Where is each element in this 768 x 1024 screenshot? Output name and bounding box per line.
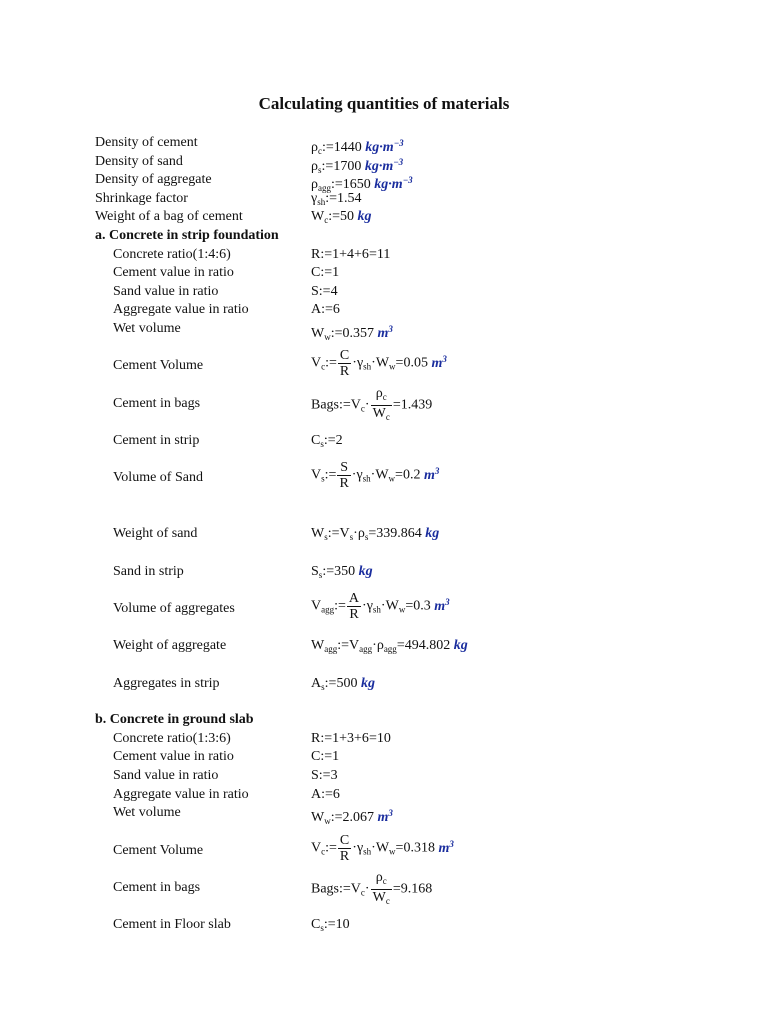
section-b-heading: b. Concrete in ground slab — [95, 712, 254, 727]
eq-a-sand-weight: $W_s:=V_s\cdot\rho_s=339.864$ kg — [311, 526, 440, 542]
row-b-agg-value — [0, 786, 768, 806]
row-a-ratio — [0, 246, 768, 266]
row-bag-weight — [0, 208, 768, 228]
row-shrinkage — [0, 190, 768, 210]
eq-b-cement-floor: $C_s:=10$ — [311, 917, 350, 933]
section-a-heading-row — [0, 227, 768, 247]
label-b-ratio: Concrete ratio(1:3:6) — [113, 731, 231, 746]
row-a-agg-weight — [0, 637, 768, 657]
label-b-cement-volume: Cement Volume — [113, 843, 204, 858]
row-a-sand-volume — [0, 460, 768, 491]
eq-a-agg-strip: $A_s:=500$ kg — [311, 676, 375, 692]
label-a-agg-volume: Volume of aggregates — [113, 601, 235, 616]
eq-a-cement-strip: $C_s:=2$ — [311, 433, 343, 449]
eq-b-cement-value: C:=1 — [311, 749, 340, 764]
label-a-cement-value: Cement value in ratio — [113, 265, 234, 280]
eq-a-agg-value: A:=6 — [311, 302, 340, 317]
eq-b-cement-volume: $V_c:=$ $\frac{C}{R}$ $\cdot\gamma_{sh}\cdot W_w=0.318$ $m^3$ — [311, 833, 454, 864]
eq-b-agg-value: A:=6 — [311, 787, 340, 802]
row-b-ratio — [0, 730, 768, 750]
eq-a-sand-value: S:=4 — [311, 284, 338, 299]
label-b-agg-value: Aggregate value in ratio — [113, 787, 249, 802]
fraction: $\frac{A}{R}$ — [348, 591, 360, 622]
label-a-agg-weight: Weight of aggregate — [113, 638, 227, 653]
eq-a-cement-bags: $Bags:=V_c\cdot$ $\frac{\rho_c}{W_c}$ =1.439 — [311, 386, 432, 425]
label-density-cement: Density of cement — [95, 135, 198, 150]
row-a-agg-strip — [0, 675, 768, 695]
label-shrinkage: Shrinkage factor — [95, 191, 188, 206]
row-b-cement-volume — [0, 833, 768, 864]
eq-a-agg-weight: $W_{agg}:=V_{agg}\cdot\rho_{agg}=494.802$ kg — [311, 638, 468, 654]
label-bag-weight: Weight of a bag of cement — [95, 209, 243, 224]
eq-density-sand: $\rho_s:=1700$ $kg\cdot m^{-3}$ — [311, 157, 404, 175]
label-density-aggregate: Density of aggregate — [95, 172, 212, 187]
label-a-wet-volume: Wet volume — [113, 321, 181, 336]
row-a-sand-value — [0, 283, 768, 303]
row-density-sand — [0, 153, 768, 173]
label-b-sand-value: Sand value in ratio — [113, 768, 219, 783]
label-a-sand-strip: Sand in strip — [113, 564, 184, 579]
row-b-cement-bags — [0, 870, 768, 906]
label-a-agg-value: Aggregate value in ratio — [113, 302, 249, 317]
fraction: $\frac{S}{R}$ — [339, 460, 349, 491]
label-a-sand-volume: Volume of Sand — [113, 470, 203, 485]
row-density-aggregate — [0, 171, 768, 191]
eq-a-agg-volume: $V_{agg}:=$ $\frac{A}{R}$ $\cdot\gamma_{sh}\cdot W_w=0.3$ $m^3$ — [311, 591, 450, 622]
label-a-cement-volume: Cement Volume — [113, 358, 204, 373]
fraction: $\frac{C}{R}$ — [339, 833, 350, 864]
eq-shrinkage: $\gamma_{sh}:=1.54$ — [311, 191, 362, 207]
eq-b-wet-volume: $W_w:=2.067$ $m^3$ — [311, 808, 393, 826]
label-a-sand-weight: Weight of sand — [113, 526, 198, 541]
eq-b-ratio: R:=1+3+6=10 — [311, 731, 391, 746]
fraction: $\frac{\rho_c}{W_c}$ — [372, 386, 390, 422]
eq-density-aggregate: $\rho_{agg}:=1650$ $kg\cdot m^{-3}$ — [311, 175, 413, 193]
label-density-sand: Density of sand — [95, 154, 183, 169]
eq-a-sand-strip: $S_s:=350$ kg — [311, 564, 373, 580]
eq-a-cement-value: C:=1 — [311, 265, 340, 280]
label-a-agg-strip: Aggregates in strip — [113, 676, 220, 691]
eq-b-cement-bags: $Bags:=V_c\cdot$ $\frac{\rho_c}{W_c}$ =9.168 — [311, 870, 432, 909]
row-b-cement-floor — [0, 916, 768, 936]
eq-bag-weight: $W_c:=50$ kg — [311, 209, 372, 225]
row-a-sand-weight — [0, 525, 768, 545]
row-b-cement-value — [0, 748, 768, 768]
row-density-cement — [0, 134, 768, 154]
row-a-cement-volume — [0, 348, 768, 379]
row-a-wet-volume — [0, 320, 768, 340]
eq-a-cement-volume: $V_c:=$ $\frac{C}{R}$ $\cdot\gamma_{sh}\cdot W_w=0.05$ $m^3$ — [311, 348, 447, 379]
label-a-cement-bags: Cement in bags — [113, 396, 201, 411]
row-a-agg-value — [0, 301, 768, 321]
label-a-sand-value: Sand value in ratio — [113, 284, 219, 299]
section-a-heading: a. Concrete in strip foundation — [95, 228, 279, 243]
eq-density-cement: $\rho_c:=1440$ $kg\cdot m^{-3}$ — [311, 138, 404, 156]
row-a-agg-volume — [0, 591, 768, 622]
row-b-sand-value — [0, 767, 768, 787]
eq-a-wet-volume: $W_w:=0.357$ $m^3$ — [311, 324, 393, 342]
row-b-wet-volume — [0, 804, 768, 824]
label-b-cement-floor: Cement in Floor slab — [113, 917, 231, 932]
row-a-cement-strip — [0, 432, 768, 452]
eq-a-sand-volume: $V_s:=$ $\frac{S}{R}$ $\cdot\gamma_{sh}\cdot W_w=0.2$ $m^3$ — [311, 460, 440, 491]
row-a-sand-strip — [0, 563, 768, 583]
page-title: Calculating quantities of materials — [258, 94, 510, 113]
fraction: $\frac{C}{R}$ — [339, 348, 350, 379]
section-b-heading-row — [0, 711, 768, 731]
eq-b-sand-value: S:=3 — [311, 768, 338, 783]
fraction: $\frac{\rho_c}{W_c}$ — [372, 870, 390, 906]
label-a-cement-strip: Cement in strip — [113, 433, 200, 448]
label-b-cement-value: Cement value in ratio — [113, 749, 234, 764]
eq-a-ratio: R:=1+4+6=11 — [311, 247, 391, 262]
label-a-ratio: Concrete ratio(1:4:6) — [113, 247, 231, 262]
row-a-cement-value — [0, 264, 768, 284]
label-b-cement-bags: Cement in bags — [113, 880, 201, 895]
label-b-wet-volume: Wet volume — [113, 805, 181, 820]
row-a-cement-bags — [0, 386, 768, 422]
